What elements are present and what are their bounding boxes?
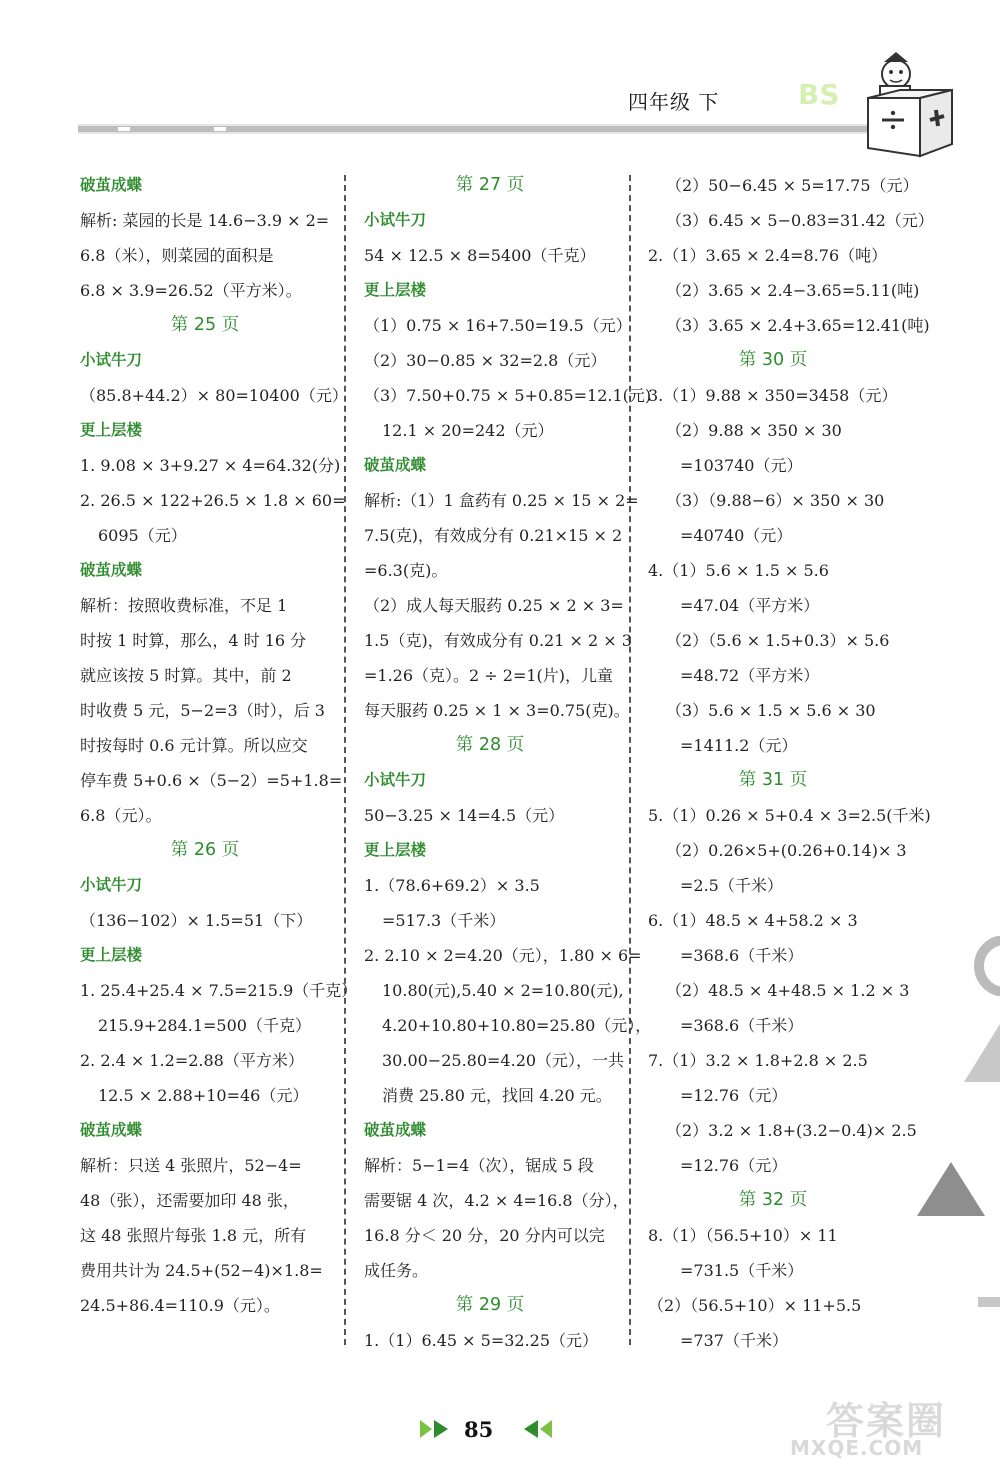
answer-line: 6.（1）48.5 × 4+58.2 × 3 [648,911,858,930]
answer-line: （3）7.50+0.75 × 5+0.85=12.1(元) [364,386,652,405]
section-heading: 小试牛刀 [364,771,427,789]
answer-line: 1.（1）6.45 × 5=32.25（元） [364,1331,599,1350]
answer-line: 2. 26.5 × 122+26.5 × 1.8 × 60= [80,491,346,510]
answer-line: 6.8（米），则菜园的面积是 [80,246,274,265]
answer-line: 停车费 5+0.6 ×（5−2）=5+1.8= [80,771,343,790]
answer-line: 解析:（1）1 盒药有 0.25 × 15 × 2= [364,491,639,510]
answer-line: （85.8+44.2）× 80=10400（元） [80,386,348,405]
answer-line: 需要锯 4 次，4.2 × 4=16.8（分）， [364,1191,629,1210]
answer-line: （3）（9.88−6）× 350 × 30 [666,491,885,510]
answer-line: =103740（元） [680,456,803,475]
answer-line: 解析：只送 4 张照片，52−4= [80,1156,302,1175]
answer-line: 50−3.25 × 14=4.5（元） [364,806,565,825]
section-heading: 更上层楼 [364,841,427,859]
answer-line: 6.8 × 3.9=26.52（平方米）。 [80,281,302,300]
answer-line: （2）（5.6 × 1.5+0.3）× 5.6 [666,631,890,650]
page-heading: 第 25 页 [170,315,240,335]
answer-line: 7.（1）3.2 × 1.8+2.8 × 2.5 [648,1051,868,1070]
answer-line: 解析: 菜园的长是 14.6−3.9 × 2= [80,211,330,230]
answer-line: 每天服药 0.25 × 1 × 3=0.75(克)。 [364,701,630,720]
answer-line: 时收费 5 元，5−2=3（时），后 3 [80,701,325,720]
footer-arrow-right-icon [418,1418,452,1440]
answer-line: 1.5（克)，有效成分有 0.21 × 2 × 3 [364,631,632,650]
watermark-logo: 答案圈 [826,1399,947,1443]
watermark-url: MXQE.COM [790,1436,924,1460]
page-number: 85 [464,1417,494,1442]
answer-column-2 [364,168,652,1358]
answer-line: =368.6（千米） [680,946,804,965]
column-divider-left [344,175,346,1345]
section-heading: 破茧成蝶 [80,1121,143,1139]
answer-line: 时按 1 时算，那么，4 时 16 分 [80,631,307,650]
answer-line: 消费 25.80 元，找回 4.20 元。 [382,1086,612,1105]
mascot-box-icon [860,48,960,158]
answer-line: 215.9+284.1=500（千克） [98,1016,311,1035]
answer-line: 时按每时 0.6 元计算。所以应交 [80,736,308,755]
page-heading: 第 32 页 [738,1190,808,1210]
answer-line: （3）5.6 × 1.5 × 5.6 × 30 [666,701,876,720]
answer-line: （3）3.65 × 2.4+3.65=12.41(吨) [666,316,930,335]
answer-line: （3）6.45 × 5−0.83=31.42（元） [666,211,934,230]
page-header [0,0,1000,150]
answer-line: =6.3(克)。 [364,561,448,580]
answer-line: =737（千米） [680,1331,788,1350]
answer-line: （2）3.2 × 1.8+(3.2−0.4)× 2.5 [666,1121,917,1140]
decor-triangle-dark-icon [915,1160,987,1218]
answer-line: 这 48 张照片每张 1.8 元，所有 [80,1226,307,1245]
answer-line: 24.5+86.4=110.9（元）。 [80,1296,280,1315]
page-heading: 第 31 页 [738,770,808,790]
answer-line: 12.1 × 20=242（元） [382,421,554,440]
answer-line: 4.（1）5.6 × 1.5 × 5.6 [648,561,829,580]
answer-line: （2）50−6.45 × 5=17.75（元） [666,176,919,195]
section-heading: 更上层楼 [80,421,143,439]
answer-line: 1.（78.6+69.2）× 3.5 [364,876,540,895]
answer-column-3 [648,168,934,1358]
answer-line: （2）3.65 × 2.4−3.65=5.11(吨) [666,281,920,300]
answer-line: 成任务。 [364,1261,429,1280]
answer-line: 费用共计为 24.5+(52−4)×1.8= [80,1261,323,1280]
answer-line: =12.76（元） [680,1156,788,1175]
edition-logo: BS [798,78,840,111]
answer-line: （2）9.88 × 350 × 30 [666,421,842,440]
answer-line: 4.20+10.80+10.80=25.80（元）， [382,1016,652,1035]
decor-ring-icon [965,936,1000,996]
header-rule [78,124,888,134]
answer-line: （2）48.5 × 4+48.5 × 1.2 × 3 [666,981,910,1000]
section-heading: 小试牛刀 [80,351,143,369]
answer-line: 6.8（元）。 [80,806,162,825]
answer-line: =1.26（克）。2 ÷ 2=1(片)，儿童 [364,666,614,685]
answer-line: （2）（56.5+10）× 11+5.5 [648,1296,862,1315]
answer-line: 6095（元） [98,526,187,545]
page-heading: 第 27 页 [455,175,525,195]
answer-column-1 [80,168,358,1323]
answer-line: =40740（元） [680,526,793,545]
grade-label: 四年级 下 [628,90,720,114]
section-heading: 破茧成蝶 [80,561,143,579]
answer-line: =517.3（千米） [382,911,506,930]
section-heading: 更上层楼 [364,281,427,299]
answer-line: 就应该按 5 时算。其中，前 2 [80,666,292,685]
footer-arrow-left-icon [520,1418,554,1440]
page-heading: 第 30 页 [738,350,808,370]
answer-line: 1. 25.4+25.4 × 7.5=215.9（千克） [80,981,358,1000]
answer-line: （136−102）× 1.5=51（下） [80,911,313,930]
answer-line: 54 × 12.5 × 8=5400（千克） [364,246,596,265]
page-heading: 第 29 页 [455,1295,525,1315]
answer-line: 5.（1）0.26 × 5+0.4 × 3=2.5(千米) [648,806,931,825]
answer-line: （2）0.26×5+(0.26+0.14)× 3 [666,841,907,860]
section-heading: 破茧成蝶 [364,456,427,474]
answer-line: 2. 2.10 × 2=4.20（元），1.80 × 6= [364,946,642,965]
column-divider-right [629,175,631,1345]
answer-line: =731.5（千米） [680,1261,804,1280]
answer-line: =48.72（平方米） [680,666,820,685]
answer-line: 48（张），还需要加印 48 张， [80,1191,299,1210]
answer-line: （2）成人每天服药 0.25 × 2 × 3= [364,596,624,615]
answer-line: 8.（1）（56.5+10）× 11 [648,1226,838,1245]
answer-line: =2.5（千米） [680,876,783,895]
section-heading: 更上层楼 [80,946,143,964]
answer-line: 7.5(克)，有效成分有 0.21×15 × 2 [364,526,623,545]
answer-line: 10.80(元),5.40 × 2=10.80(元), [382,981,624,1000]
answer-line: 1. 9.08 × 3+9.27 × 4=64.32(分) [80,456,341,475]
section-heading: 破茧成蝶 [364,1121,427,1139]
decor-triangle-icon [962,1024,1000,1084]
section-heading: 小试牛刀 [80,876,143,894]
answer-line: （1）0.75 × 16+7.50=19.5（元） [364,316,632,335]
answer-line: =1411.2（元） [680,736,798,755]
answer-line: =368.6（千米） [680,1016,804,1035]
answer-line: 3.（1）9.88 × 350=3458（元） [648,386,898,405]
answer-line: =47.04（平方米） [680,596,820,615]
page-heading: 第 28 页 [455,735,525,755]
answer-line: 解析：按照收费标准，不足 1 [80,596,288,615]
answer-line: （2）30−0.85 × 32=2.8（元） [364,351,607,370]
answer-line: 12.5 × 2.88+10=46（元） [98,1086,309,1105]
section-heading: 小试牛刀 [364,211,427,229]
answer-line: 2. 2.4 × 1.2=2.88（平方米） [80,1051,304,1070]
answer-line: 2.（1）3.65 × 2.4=8.76（吨） [648,246,888,265]
page-heading: 第 26 页 [170,840,240,860]
answer-line: 解析：5−1=4（次），锯成 5 段 [364,1156,594,1175]
decor-bar-icon [978,1295,1000,1309]
answer-line: 30.00−25.80=4.20（元），一共 [382,1051,625,1070]
answer-line: 16.8 分＜ 20 分，20 分内可以完 [364,1226,605,1245]
section-heading: 破茧成蝶 [80,176,143,194]
answer-line: =12.76（元） [680,1086,788,1105]
